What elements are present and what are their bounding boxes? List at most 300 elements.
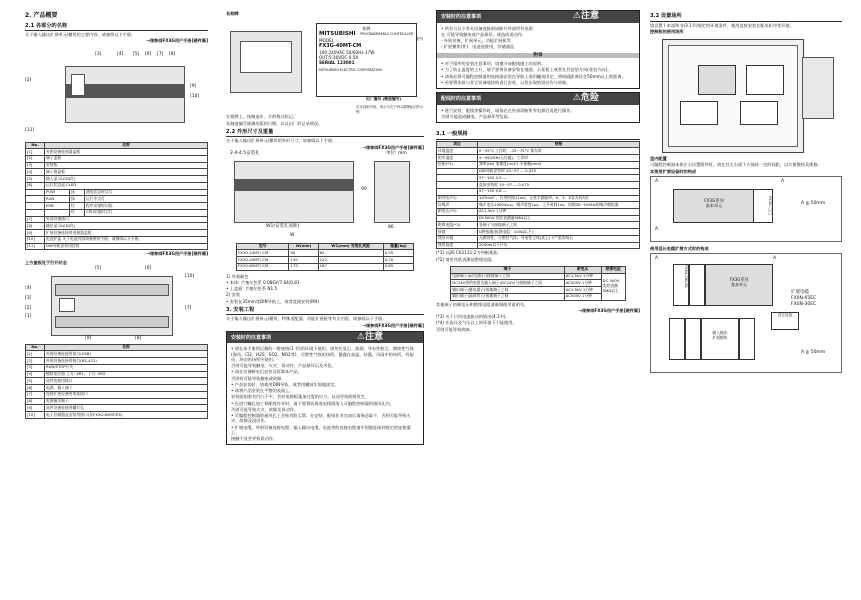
table-row xyxy=(26,371,208,378)
caution-header xyxy=(437,11,639,23)
table-cell: [3] xyxy=(26,364,45,371)
table-row xyxy=(26,412,208,419)
callout-label: [3] xyxy=(25,295,32,301)
table-cell: 安装板 xyxy=(45,162,208,169)
table-cell xyxy=(437,215,478,222)
dim-label: A xyxy=(781,178,785,184)
plc-outline-front xyxy=(234,161,354,223)
table-cell: ERR xyxy=(45,203,70,210)
table-header: 名称 xyxy=(45,344,208,351)
figure-caption: 盘内配置 xyxy=(650,156,667,161)
subsection-title: 3.1 一般规格 xyxy=(436,131,640,140)
table-cell: 外围设备连接用接口(RS-422) xyxy=(45,358,208,365)
note-item: • 上盖板: 芒塞尔色系 N1.5 xyxy=(226,286,278,292)
caution-line: • 请在本手册所记载的一般规格(1.节)的环境下使用。请勿在灰尘、油烟、导电性粉尘、腐蚀性气体(海风、Cl2、H2S、SO2、NO2等)、可燃性气体的场所，暴露在高温、结露、风雨中的场所，有振动、冲击的场所中使用。 xyxy=(231,346,414,362)
table-cell: 相对湿度 xyxy=(437,155,478,162)
table-cell: DC24V供给电源及输入端子(DC24V)与接地端子之间 xyxy=(451,280,564,287)
figure-caption: 本使用扩展设备时的构成 xyxy=(650,168,697,174)
table-row xyxy=(26,176,208,183)
table-cell: 外围设备连接器盖板 xyxy=(45,149,208,156)
plate-line: 100-240VAC 50/60Hz 37W xyxy=(319,49,375,55)
table-row xyxy=(437,202,640,209)
table-cell: [4] xyxy=(26,371,45,378)
table-row xyxy=(437,222,640,229)
dimension-drawing xyxy=(226,151,424,243)
body-text: 请设置于本说明书(3.1节)规定的环境条件，使用直接安装在配电柜中等环境。 xyxy=(650,22,794,28)
io-module-box xyxy=(701,318,739,360)
callout-label: [4] xyxy=(25,285,32,291)
table-header: 绝缘电阻 xyxy=(601,266,625,273)
table-row xyxy=(26,378,208,385)
table-cell: 电池护盖 关于电池内容请参照的手册，请参阅以下手册。 xyxy=(45,236,208,243)
plate-type: PROGRAMMABLE CONTROLLER xyxy=(360,32,413,37)
table-cell: [3] xyxy=(26,162,45,169)
base-unit-box xyxy=(673,189,755,223)
column-nameplate-dimensions xyxy=(226,10,424,448)
table-cell: 直接安装时 10~57 — 0.075 xyxy=(478,182,640,189)
table-cell xyxy=(437,188,478,195)
table-cell: 电子存储器盒安装用接口(仅FX3G-60MT/ES) xyxy=(45,412,208,419)
table-cell: CPU出错时点灯 xyxy=(85,209,208,216)
body-text: 从制造编号推测出版的日期，以及出厂的记录情况。 xyxy=(226,120,323,126)
table-cell: [2] xyxy=(26,155,45,162)
manual-reference: →课参阅FX3G用户手册[硬件篇] xyxy=(578,307,640,313)
callout-label: [4] xyxy=(117,51,124,57)
plate-line: MODEL xyxy=(319,38,335,44)
footnote: (*3) 关于只用电池驱动的情况(4.3节)。 xyxy=(436,314,510,320)
table-cell xyxy=(437,175,478,182)
installation-caution-box xyxy=(226,331,424,446)
table-cell xyxy=(437,182,478,189)
table-cell: 绿 xyxy=(70,189,85,196)
table-cell: FX3G-60MT/-CM xyxy=(236,263,289,270)
table-cell: [8] xyxy=(26,398,45,405)
table-row xyxy=(26,162,208,169)
cabinet-inner xyxy=(668,45,798,147)
table-cell: 90 xyxy=(289,250,318,257)
body-text: 在铭牌上，按制造年、月的格式标记。 xyxy=(226,114,298,120)
note-item: • 安装在35mm宽DIN导轨上，或者直接安装(M4) xyxy=(226,298,320,304)
table-row xyxy=(437,229,640,236)
plate-serial: SERIAL 123001 xyxy=(319,60,355,66)
column-product-overview xyxy=(25,10,208,419)
callout-label: [8] xyxy=(135,335,142,341)
plate-note: 出厂编号 (制造编号) xyxy=(366,96,402,102)
port-area xyxy=(59,298,75,312)
table-cell: 红 xyxy=(70,209,85,216)
table-cell: DIN导轨安装用挂钩 xyxy=(45,243,208,250)
table-cell: 147m/s² ，作用时间11ms，正弦半波脉冲，X、Y、Z各方向3次 xyxy=(478,195,640,202)
table-cell: 红 xyxy=(70,203,85,210)
plc-unit xyxy=(680,101,718,125)
body-text: 其他端子的耐电压和绝缘电阻请参阅使用说明书。 xyxy=(436,301,529,307)
table-cell: RUN xyxy=(45,196,70,203)
table-row xyxy=(26,405,208,412)
caution-title: 安装时的注意事项 xyxy=(441,14,482,20)
table-cell: 无腐蚀性、可燃性气体，导电性尘埃(灰尘)不严重的场合 xyxy=(478,235,640,242)
table-cell: [2] xyxy=(26,358,45,365)
section-title: 2. 产品概要 xyxy=(25,12,58,19)
callout-label: [3] xyxy=(95,51,102,57)
table-cell xyxy=(26,209,45,216)
table-cell: 噪声电压1000Vp-p，噪声宽度1μs，上升时间1ns，周期30~100Hz的噪声模拟器 xyxy=(478,202,640,209)
table-row xyxy=(26,216,208,223)
cable-model: FX0N-65EC xyxy=(791,296,817,301)
table-cell: 0.70 xyxy=(383,257,413,264)
body-text: 关于输入输出扩展单元/模块的外形尺寸，请参阅以下手册。 xyxy=(226,138,337,144)
figure-caption: 使用延长电缆扩展方式时的构成 xyxy=(650,245,709,251)
table-header: 项目 xyxy=(437,141,478,148)
caution-line: • 扩展电缆、外围设备连接电缆、输入输出电缆、电池等的连接电缆请牢固地连接到规定的连接器上。 xyxy=(231,424,411,435)
caution-body xyxy=(437,23,639,53)
plate-maker: MITSUBISHI ELECTRIC CORPORATION xyxy=(319,68,382,73)
caution-line: 接触不良会导致误动作。 xyxy=(231,436,278,442)
table-cell: DC 500V 兆欧表测 5MΩ以上 xyxy=(601,273,625,300)
cabinet-figure xyxy=(650,37,842,155)
table-cell: 167 xyxy=(318,263,383,270)
column-installation-location xyxy=(650,10,842,373)
plc-open-cover-figure xyxy=(25,266,208,344)
callout-label: 型号 xyxy=(416,37,424,42)
table-row xyxy=(26,182,208,189)
table-cell: 环境温度 xyxy=(437,148,478,155)
cable-model: FX0N-30EC xyxy=(791,302,817,307)
dim-note: A ≧ 50mm xyxy=(801,200,826,206)
table-cell: 连接扩展设备用的连接口 xyxy=(45,391,208,398)
body-text: 控制柜的使用场所 xyxy=(650,28,684,34)
plc-unit xyxy=(740,101,778,125)
table-cell: [7] xyxy=(26,216,45,223)
table-cell: FX3G-40MT/-CM xyxy=(236,257,289,264)
table-row xyxy=(437,208,640,215)
table-row xyxy=(451,280,625,287)
caution-line: • 可编程控制器的通风孔上会贴有防尘罩，在安装、配线作业完成后请务必取下，否则可能导致火灾、故障及误动作。 xyxy=(231,413,411,424)
dim-label: A xyxy=(655,226,659,232)
table-cell: AC1.5kV 1分钟 xyxy=(564,287,601,294)
callout-label: [8] xyxy=(169,51,176,57)
table-cell xyxy=(26,189,45,196)
plate-brand: MITSUBISHI xyxy=(319,31,356,38)
note-item: • 本体: 芒塞尔色系 0.08GY/7.64/0.81 xyxy=(226,279,300,285)
plc-unit xyxy=(746,65,784,95)
adapter-box xyxy=(689,264,705,306)
table-row xyxy=(26,203,208,210)
table-header: 名称 xyxy=(45,142,208,149)
table-cell: 175 xyxy=(289,263,318,270)
intro-text: 关于输入输出扩展单元/模块的主要内容，请参照以下手册。 xyxy=(25,32,136,37)
table-header: 耐电压 xyxy=(564,266,601,273)
caution-subhead: 附录 xyxy=(437,53,639,59)
dim-unit: 单位: mm xyxy=(386,150,407,156)
table-cell: [9] xyxy=(26,405,45,412)
general-spec-table xyxy=(436,141,640,250)
callout-label: [7] xyxy=(157,51,164,57)
table-row xyxy=(26,189,208,196)
footnote: (*1) 以JIS C61131-2为判断基准。 xyxy=(436,250,502,256)
table-header: W1(mm) 安装孔间距 xyxy=(318,243,383,250)
dim-label: A xyxy=(655,256,659,261)
table-cell: 输入显示LED(红) xyxy=(45,176,208,183)
table-row xyxy=(26,243,208,250)
caution-icon: ⚠注意 xyxy=(572,11,599,21)
subsection-title: 2.2 外形尺寸及重量 xyxy=(226,129,424,138)
table-header: 型号 xyxy=(236,243,289,250)
caution-line: 否则可能造成触电，产品损坏等危险。 xyxy=(441,113,513,119)
table-cell: [5] xyxy=(26,176,45,183)
table-row xyxy=(451,287,625,294)
subsection-title: 3. 安装工程 xyxy=(226,307,424,316)
footnote: (*2) 请用兆欧表测试绝缘电阻。 xyxy=(436,256,496,262)
table-cell: [10] xyxy=(26,412,45,419)
caution-line: - 扩展模块(件)、电池连接用，存储器盒 xyxy=(441,44,515,50)
withstand-voltage-table xyxy=(450,266,625,301)
subsection-title: 3.2 设置场所 xyxy=(650,13,842,22)
table-cell: [4] xyxy=(26,169,45,176)
table-cell: [8] xyxy=(26,223,45,230)
caution-line: 否则可能导致火灾、故障及误动作。 xyxy=(231,406,299,412)
danger-body xyxy=(437,105,639,123)
table-row xyxy=(26,391,208,398)
table-cell: 耐电压(*2) xyxy=(437,208,478,215)
table-cell: POW xyxy=(45,189,70,196)
table-row xyxy=(437,242,640,249)
table-cell: 端子盖板 xyxy=(45,155,208,162)
table-cell: AC1.5kV 1分钟 xyxy=(478,208,640,215)
dim-label: W1(安装孔间距) xyxy=(266,223,300,229)
danger-icon: ⚠危险 xyxy=(572,93,599,104)
callout-label: [2] xyxy=(25,305,32,311)
caution-line: • 所有与以下有关设备连接前请断开外部所有电源： xyxy=(441,25,537,31)
table-cell: 130 xyxy=(289,257,318,264)
table-cell: 0.85 xyxy=(383,263,413,270)
callout-label: [10] xyxy=(185,273,195,279)
table-header: 端子 xyxy=(451,266,564,273)
table-row xyxy=(437,175,640,182)
table-cell: 57~150 4.9 — xyxy=(478,175,640,182)
dim-label: W xyxy=(290,232,295,238)
table-cell: 端子排盖板 xyxy=(45,169,208,176)
plate-model: FX3G-40MT-CM xyxy=(319,43,362,50)
table-cell: 外围设备连接用接口(USB) xyxy=(45,351,208,358)
cabinet-door xyxy=(802,57,834,119)
caution-line: • 进行安装、配线等操作时，请务必在外部切断所有电源后再进行操作。 xyxy=(441,107,575,113)
table-cell: 输出端子(继电器)与接地端子之间 xyxy=(451,287,564,294)
table-cell: 耐冲击(*1) xyxy=(437,195,478,202)
caution-line: 否则有可能导致触电或故障。 xyxy=(231,375,286,381)
table-cell: [6] xyxy=(26,385,45,392)
table-cell xyxy=(26,203,45,210)
table-row xyxy=(437,215,640,222)
footnote: 否则可能导致故障。 xyxy=(436,326,474,332)
table-cell: 频率(Hz) 加速度(m/s²) 半振幅(mm) xyxy=(478,161,640,168)
nameplate-position xyxy=(240,41,292,73)
table-cell: 选件连接用接口 xyxy=(45,378,208,385)
terminal-strip xyxy=(55,316,169,328)
dim-label: A xyxy=(773,256,777,261)
table-cell: [10] xyxy=(26,236,45,243)
base-unit-label: FX3G系列 基本单元 xyxy=(704,197,724,208)
table-cell: 输出显示LED(红) xyxy=(45,223,208,230)
table-cell: [7] xyxy=(26,391,45,398)
table-cell: 外部设备插口 xyxy=(45,216,208,223)
subsection-title: 2.1 各部分的名称 xyxy=(25,23,208,32)
table-cell: 电源端子(AC电源)与接地端子之间 xyxy=(451,273,564,280)
parts-table-1 xyxy=(25,142,208,251)
caution-line: - 外围设备，扩展单元，功能扩展板等 xyxy=(441,38,511,43)
table-cell: 运行状态显示LED xyxy=(45,182,208,189)
dim-note: A ≧ 50mm xyxy=(801,350,826,355)
table-row xyxy=(26,223,208,230)
table-cell: 电源输出端子 xyxy=(45,398,208,405)
danger-header xyxy=(437,93,639,105)
body-text: 关于输入输出扩展单元/模块，特殊适配器，功能扩展板等有关内容，请参阅以下手册。 xyxy=(226,316,387,322)
table-cell: AC1.5kV 1分钟 xyxy=(564,273,601,280)
table-cell: AC500V 1分钟 xyxy=(564,280,601,287)
table-cell: 5~95%RH(无冷凝)，工作时 xyxy=(478,155,640,162)
installation-caution-box xyxy=(436,10,640,89)
table-cell: 0~55°C 工作时，-25~75°C 保存时 xyxy=(478,148,640,155)
conversion-adapter: FX2N-CNV-BC xyxy=(673,264,689,306)
table-cell: 绿 xyxy=(70,196,85,203)
table-cell: 程序出错时闪烁 xyxy=(85,203,208,210)
note-title: 1) 外观颜色 xyxy=(226,273,249,279)
table-row xyxy=(26,196,208,203)
caution-line: • 在进行螺孔加工和配线作业时，请不要将切屑或电线屑落入可编程控制器的通风孔内。 xyxy=(231,400,394,406)
danger-title: 配线时的注意事项 xyxy=(441,96,482,103)
expansion-box: FX3G-□□ xyxy=(753,189,773,223)
table-header: 重量(kg) xyxy=(383,243,413,250)
table-row xyxy=(236,263,413,270)
plate-line: OUT:5-30VDC 0.5A xyxy=(319,54,359,60)
table-header: 规格 xyxy=(478,141,640,148)
caution-line: 在 可能导致触电或产品损坏，或造成误动作。 xyxy=(441,31,527,37)
table-cell xyxy=(437,168,478,175)
nameplate-label: 名称牌 xyxy=(226,11,239,16)
table-cell: 选件设备连接用螺钉孔 xyxy=(45,405,208,412)
table-cell: RUN/STOP开关 xyxy=(45,364,208,371)
table-row xyxy=(437,235,640,242)
table-cell: 各端子与接地端子之间 xyxy=(478,222,640,229)
caution-body xyxy=(437,58,639,88)
table-row xyxy=(26,149,208,156)
table-cell: 使用高度 xyxy=(437,242,478,249)
table-row xyxy=(236,257,413,264)
table-row xyxy=(26,398,208,405)
table-row xyxy=(437,168,640,175)
table-cell: 0.55 xyxy=(383,250,413,257)
plc-outline-side xyxy=(374,161,410,223)
callout-label: [2] xyxy=(25,77,32,83)
caution-header xyxy=(227,332,423,344)
caution-line: • 请务必将可编程控制器的连接器安装在导轨上或用螺丝固定，将间隔距离设在50mm以上的距离。 xyxy=(441,73,626,79)
other-device-box: 其它设备 xyxy=(771,312,799,330)
plate-title: 铭牌 xyxy=(362,26,371,32)
module-box xyxy=(669,318,685,360)
table-cell: [11] xyxy=(26,243,45,250)
table-cell: 2000m以下(*3) xyxy=(478,242,640,249)
table-cell: FX3G-24MT/-CM xyxy=(236,250,289,257)
table-cell: 运行中点灯 xyxy=(85,196,208,203)
callout-label: [5] xyxy=(133,51,140,57)
callout-label: [5] xyxy=(95,265,102,271)
module-box xyxy=(739,318,755,360)
manual-reference: →课参阅FX3G用户手册[硬件篇] xyxy=(146,251,208,257)
callout-label: [9] xyxy=(85,335,92,341)
table-header: No. xyxy=(26,142,45,149)
table-cell: 抗振(*1) xyxy=(437,161,478,168)
dim-label: 2-4-4.5安装孔 xyxy=(230,150,260,156)
table-row xyxy=(437,188,640,195)
plate-note: 在本说明书里，所示为关于PLC铭牌标记的示例 xyxy=(356,105,424,114)
table-row xyxy=(26,230,208,237)
column-specifications xyxy=(436,10,640,333)
table-cell: [1] xyxy=(26,351,45,358)
table-cell xyxy=(26,196,45,203)
table-cell xyxy=(45,209,70,216)
callout-label: [6] xyxy=(145,51,152,57)
table-cell: 绝缘电阻(*2) xyxy=(437,222,478,229)
table-row xyxy=(26,351,208,358)
footnote: (*4) 在高压及气压以上时环境下不能使用。 xyxy=(436,320,517,326)
caution-line: 安装面如果有凹凸不平，会对电路板施加过度的应力，从而导致故障发生。 xyxy=(231,394,370,400)
io-module-label: 输入输出 扩展模块 xyxy=(712,330,728,340)
table-row xyxy=(451,273,625,280)
plc-unit xyxy=(698,65,736,95)
table-row xyxy=(26,155,208,162)
callout-label: [10] xyxy=(190,93,200,99)
table-cell: 通电状态时点灯 xyxy=(85,189,208,196)
table-row xyxy=(437,148,640,155)
table-row xyxy=(451,293,625,300)
table-row xyxy=(26,209,208,216)
module-box xyxy=(685,318,701,360)
table-cell: 57~150 9.8 — xyxy=(478,188,640,195)
table-row xyxy=(26,236,208,243)
table-cell: 模拟电位器 上方: VR1，下方: VR2 xyxy=(45,371,208,378)
note-title: 2) 安装 xyxy=(226,292,241,298)
caution-line: 否则可能导致触电、火灾、误动作、产品损坏以及劣化。 xyxy=(231,363,336,369)
manual-reference: →课参阅FX3G用户手册[硬件篇] xyxy=(362,144,424,150)
table-row xyxy=(236,250,413,257)
manual-reference: →课参阅FX3G用户手册[硬件篇] xyxy=(146,38,208,44)
manual-reference: →课参阅FX3G用户手册[硬件篇] xyxy=(362,322,424,328)
table-cell: [9] xyxy=(26,230,45,237)
cable-label: 扩展电缆 xyxy=(791,290,809,295)
table-cell: 抗噪声 xyxy=(437,202,478,209)
table-cell: 122 xyxy=(318,257,383,264)
table-header: W(mm) xyxy=(289,243,318,250)
table-header: No. xyxy=(26,344,45,351)
table-cell: [1] xyxy=(26,149,45,156)
table-cell: D种接地(接地电阻：100Ω以下) xyxy=(478,229,640,236)
caution-icon: ⚠注意 xyxy=(356,331,383,342)
dim-value: 90 xyxy=(361,186,367,192)
caution-line: • 产品安装时，请使用DIN导轨，或者用螺丝牢固地固定。 xyxy=(231,381,339,387)
table-cell: [6] xyxy=(26,182,45,189)
plc-outline-strip xyxy=(234,179,354,191)
parts-table-2 xyxy=(25,344,208,419)
wiring-danger-box xyxy=(436,92,640,123)
body-text: 可编程控制器本体左右设置附件时，请在其左右或下方保持一定的间距，以方便散热及维修。 xyxy=(650,162,822,168)
table-row xyxy=(437,182,640,189)
dim-label: A xyxy=(655,178,659,184)
table-cell: 输出端子(晶体管)与接地端子之间 xyxy=(451,293,564,300)
table-cell: 扩展设备连接用连接器盖板 xyxy=(45,230,208,237)
table-row xyxy=(26,364,208,371)
caution-line: • 为了防止温度的上升，请不要将设备安装在地面、天花板上或者在其安装方向(垂直方向)。 xyxy=(441,67,612,73)
table-cell: DC500V 兆欧表测量5MΩ以上 xyxy=(478,215,640,222)
callout-label: [11] xyxy=(25,127,35,133)
